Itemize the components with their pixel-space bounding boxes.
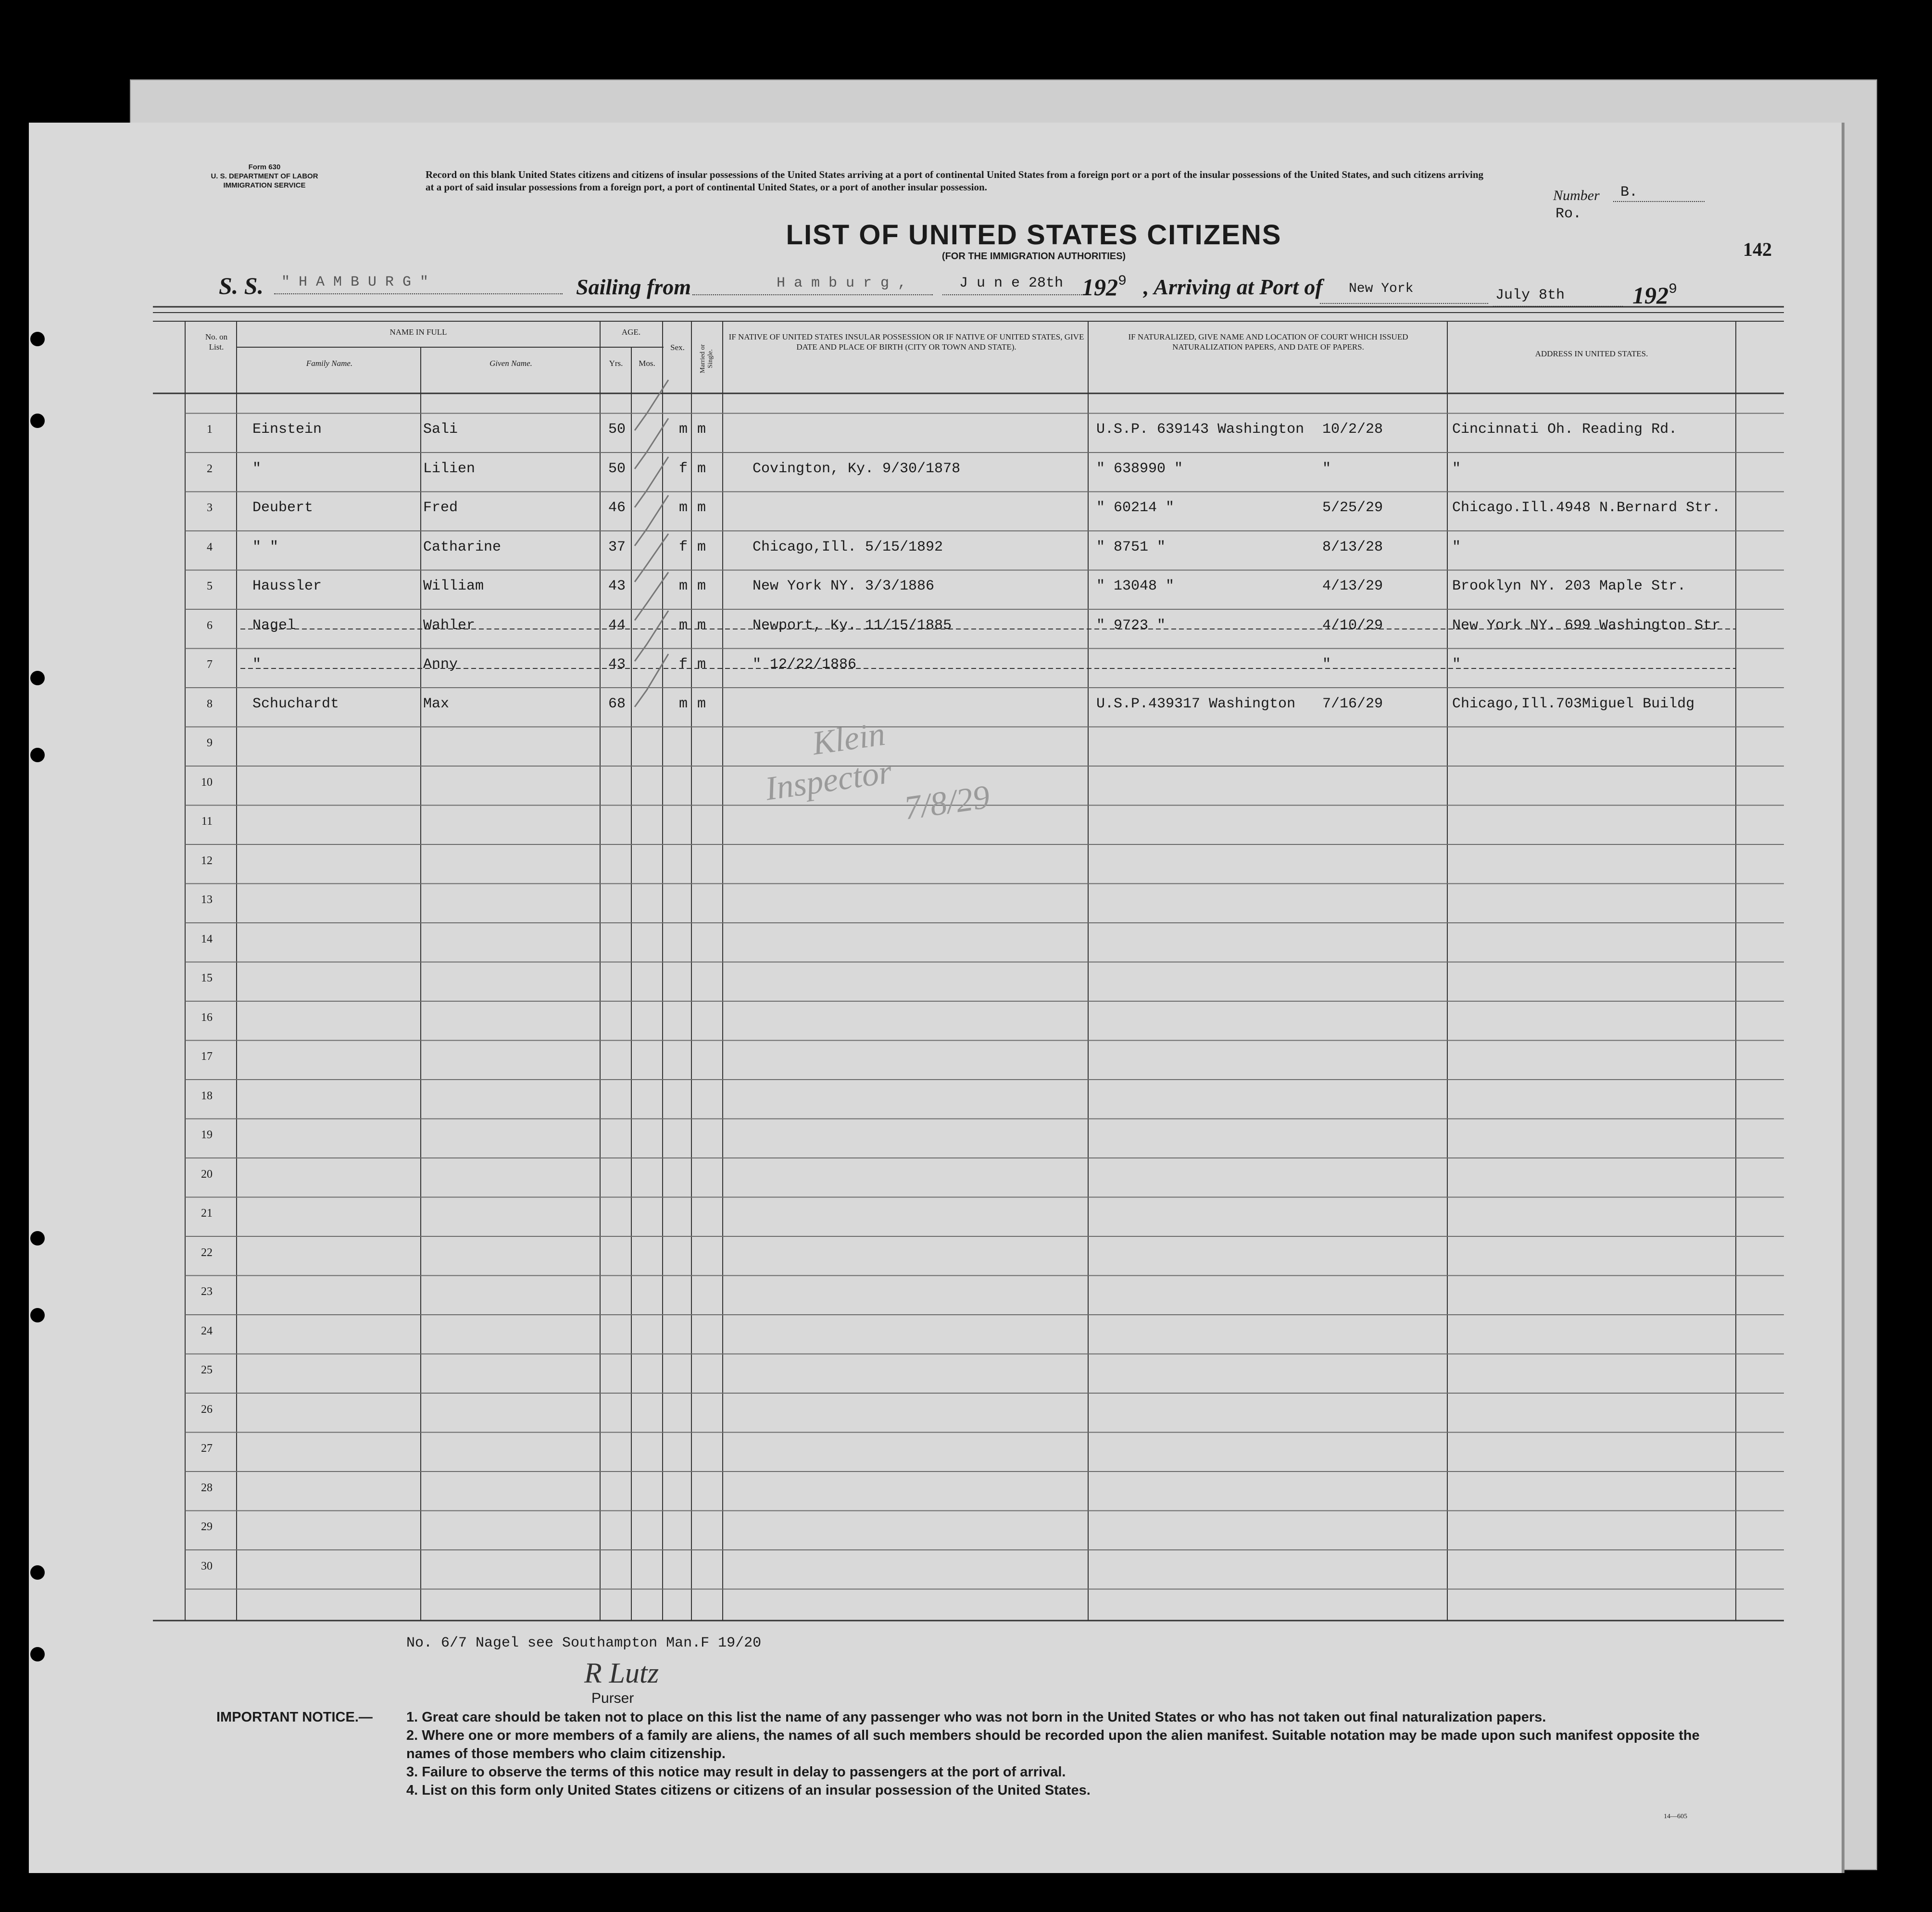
paper-date-cell: "	[1322, 460, 1331, 477]
birthplace-cell: New York NY. 3/3/1886	[753, 578, 935, 594]
address-cell: Chicago,Ill.703Miguel Buildg	[1452, 695, 1695, 712]
number-value: B.	[1620, 184, 1638, 201]
sex-cell: m	[679, 500, 688, 516]
sex-cell: m	[679, 578, 688, 594]
row-number: 24	[201, 1324, 213, 1337]
row-number: 1	[207, 423, 213, 436]
given-name-cell: Fred	[423, 500, 458, 516]
row-number: 3	[207, 502, 213, 514]
form-service: IMMIGRATION SERVICE	[223, 181, 306, 189]
paper-date-cell: 5/25/29	[1322, 500, 1383, 516]
address-cell: New York NY. 699 Washington Str	[1452, 617, 1721, 634]
row-number: 9	[207, 737, 213, 749]
age-years-cell: 50	[608, 460, 626, 477]
row-number: 10	[201, 776, 213, 789]
row-number: 5	[207, 580, 213, 592]
age-years-cell: 44	[608, 617, 626, 634]
page-number: 142	[1743, 239, 1772, 260]
sail-year-printed: 192	[1082, 274, 1118, 301]
paper-date-cell: 7/16/29	[1322, 695, 1383, 712]
family-name-cell: Schuchardt	[252, 695, 339, 712]
court-cell: U.S.P.439317 Washington	[1096, 695, 1296, 712]
family-name-cell: Deubert	[252, 500, 314, 516]
given-name-cell: Wahler	[423, 617, 476, 634]
footer-note: No. 6/7 Nagel see Southampton Man.F 19/20	[406, 1635, 762, 1651]
row-number: 30	[201, 1560, 213, 1572]
marital-cell: m	[697, 500, 706, 516]
notice-item: 2. Where one or more members of a family are aliens, the names of all such members should be recorded upon the alien manifest. Suitable notation may be made upon such manifest opposite the names of those members who claim citizenship.	[406, 1728, 1700, 1761]
form-title: LIST OF UNITED STATES CITIZENS	[786, 219, 1282, 251]
sex-cell: m	[679, 617, 688, 634]
form-department: U. S. DEPARTMENT OF LABOR	[211, 172, 318, 180]
header-native: IF NATIVE OF UNITED STATES INSULAR POSSESSION OR IF NATIVE OF UNITED STATES, GIVE DATE AND PLACE OF BIRTH (CITY OR TOWN AND STATE).	[728, 332, 1084, 352]
paper-date-cell: 4/10/29	[1322, 617, 1383, 634]
marital-cell: m	[697, 656, 706, 673]
court-cell: " 8751 "	[1096, 539, 1166, 555]
court-cell: U.S.P. 639143 Washington	[1096, 421, 1305, 438]
notice-item: 3. Failure to observe the terms of this notice may result in delay to passengers at the port of arrival.	[406, 1764, 1066, 1780]
sex-cell: f	[679, 460, 688, 477]
row-number: 11	[201, 815, 213, 828]
paper-date-cell: 4/13/29	[1322, 578, 1383, 594]
row-number: 8	[207, 697, 213, 710]
marital-cell: m	[697, 695, 706, 712]
sail-date: J u n e 28th	[959, 275, 1064, 291]
family-name-cell: Nagel	[252, 617, 296, 634]
age-years-cell: 68	[608, 695, 626, 712]
form-subtitle: (FOR THE IMMIGRATION AUTHORITIES)	[941, 251, 1126, 262]
stamp-name: Klein	[810, 715, 888, 763]
address-cell: Chicago.Ill.4948 N.Bernard Str.	[1452, 500, 1721, 516]
given-name-cell: Catharine	[423, 539, 502, 555]
sail-year-digit: 9	[1118, 273, 1127, 289]
notice-item: 1. Great care should be taken not to place on this list the name of any passenger who was not born in the United States or who has not taken out final naturalization papers.	[406, 1710, 1546, 1725]
arrival-year-digit: 9	[1669, 281, 1678, 298]
row-number: 14	[201, 932, 213, 945]
header-yrs: Yrs.	[609, 359, 623, 368]
ship-name: " H A M B U R G "	[281, 274, 429, 290]
arrival-port: New York	[1349, 281, 1414, 296]
row-number: 18	[201, 1089, 213, 1102]
address-cell: "	[1452, 539, 1461, 555]
sex-cell: f	[679, 539, 688, 555]
arrival-year-printed: 192	[1632, 282, 1669, 309]
family-name-cell: "	[252, 460, 262, 477]
address-cell: Brooklyn NY. 203 Maple Str.	[1452, 578, 1686, 594]
header-given-name: Given Name.	[489, 359, 532, 368]
ss-label: S. S.	[219, 272, 264, 299]
marital-cell: m	[697, 539, 706, 555]
address-cell: Cincinnati Oh. Reading Rd.	[1452, 421, 1678, 438]
given-name-cell: Sali	[423, 421, 458, 438]
marital-cell: m	[697, 578, 706, 594]
stamp-title: Inspector	[763, 753, 894, 808]
age-years-cell: 50	[608, 421, 626, 438]
birthplace-cell: Covington, Ky. 9/30/1878	[753, 460, 961, 477]
row-number: 6	[207, 619, 213, 632]
birthplace-cell: " 12/22/1886	[753, 656, 857, 673]
form-number: Form 630	[248, 163, 281, 171]
stamp-date: 7/8/29	[902, 778, 992, 827]
paper-date-cell: "	[1322, 656, 1331, 673]
birthplace-cell: Newport, Ky. 11/15/1885	[753, 617, 952, 634]
header-married-single: Married or Single.	[699, 344, 714, 374]
address-cell: "	[1452, 656, 1461, 673]
arrival-date: July 8th	[1495, 287, 1565, 303]
row-number: 23	[201, 1285, 213, 1298]
header-address: ADDRESS IN UNITED STATES.	[1535, 349, 1648, 358]
row-number: 2	[207, 462, 213, 475]
family-name-cell: " "	[252, 539, 279, 555]
purser-label: Purser	[591, 1690, 634, 1706]
notice-title: IMPORTANT NOTICE.—	[216, 1710, 373, 1725]
form-code: 14—605	[1664, 1813, 1687, 1820]
sailing-label: Sailing from	[576, 275, 691, 299]
row-number: 12	[201, 854, 213, 867]
row-number: 26	[201, 1403, 213, 1416]
row-number: 25	[201, 1364, 213, 1376]
header-no-on-list: No. on List.	[205, 332, 228, 352]
header-naturalized: IF NATURALIZED, GIVE NAME AND LOCATION OF COURT WHICH ISSUED NATURALIZATION PAPERS, AND DATE OF PAPERS.	[1128, 332, 1408, 352]
row-number: 21	[201, 1207, 213, 1220]
row-number: 19	[201, 1129, 213, 1141]
given-name-cell: Anny	[423, 656, 458, 673]
ro-label: Ro.	[1556, 206, 1582, 222]
from-port: H a m b u r g ,	[777, 275, 907, 291]
marital-cell: m	[697, 460, 706, 477]
paper-date-cell: 8/13/28	[1322, 539, 1383, 555]
row-number: 22	[201, 1246, 213, 1259]
paper-date-cell: 10/2/28	[1322, 421, 1383, 438]
sex-cell: m	[679, 695, 688, 712]
court-cell: " 13048 "	[1096, 578, 1175, 594]
family-name-cell: Einstein	[252, 421, 322, 438]
header-mos: Mos.	[639, 359, 655, 368]
family-name-cell: Haussler	[252, 578, 322, 594]
row-number: 13	[201, 893, 213, 906]
arriving-label: , Arriving at Port of	[1143, 275, 1323, 299]
given-name-cell: William	[423, 578, 484, 594]
notice-list	[406, 1708, 1738, 1799]
row-number: 15	[201, 972, 213, 984]
court-cell: " 60214 "	[1096, 500, 1175, 516]
row-number: 20	[201, 1168, 213, 1181]
age-years-cell: 37	[608, 539, 626, 555]
court-cell: " 9723 "	[1096, 617, 1166, 634]
sex-cell: f	[679, 656, 688, 673]
row-number: 16	[201, 1011, 213, 1024]
number-label: Number	[1553, 188, 1600, 203]
header-sex: Sex.	[670, 343, 685, 352]
row-number: 17	[201, 1050, 213, 1063]
row-number: 28	[201, 1481, 213, 1494]
marital-cell: m	[697, 421, 706, 438]
header-name-in-full: NAME IN FULL	[389, 327, 447, 337]
row-number: 29	[201, 1521, 213, 1533]
notice-item: 4. List on this form only United States citizens or citizens of an insular possession of the United States.	[406, 1783, 1091, 1798]
birthplace-cell: Chicago,Ill. 5/15/1892	[753, 539, 943, 555]
row-number: 7	[207, 658, 213, 671]
purser-signature: R Lutz	[584, 1657, 659, 1689]
record-instructions: Record on this blank United States citizens and citizens of insular possessions of the United States arriving at a port of continental United States from a foreign port or a port of the insular possessions of the United States, and such citizens arriving at a port of said insular possessions from a foreign port, a port of continental United States, or a port of another insular possession.	[426, 169, 1483, 193]
court-cell: " 638990 "	[1096, 460, 1183, 477]
header-age: AGE.	[621, 327, 641, 337]
age-years-cell: 43	[608, 656, 626, 673]
row-number: 4	[207, 541, 213, 553]
row-number: 27	[201, 1442, 213, 1455]
given-name-cell: Lilien	[423, 460, 476, 477]
sex-cell: m	[679, 421, 688, 438]
age-years-cell: 46	[608, 500, 626, 516]
given-name-cell: Max	[423, 695, 450, 712]
age-years-cell: 43	[608, 578, 626, 594]
header-family-name: Family Name.	[306, 359, 353, 368]
family-name-cell: "	[252, 656, 262, 673]
address-cell: "	[1452, 460, 1461, 477]
marital-cell: m	[697, 617, 706, 634]
